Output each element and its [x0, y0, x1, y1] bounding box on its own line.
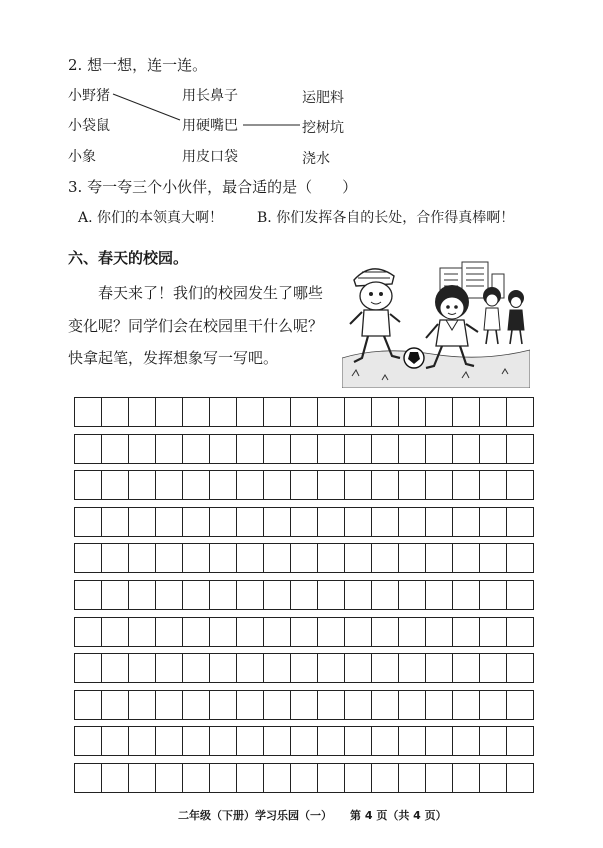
grid-cell[interactable] — [453, 581, 480, 609]
grid-cell[interactable] — [183, 618, 210, 646]
grid-cell[interactable] — [129, 508, 156, 536]
grid-cell[interactable] — [75, 435, 102, 463]
footer-page-number: 第 4 页（共 4 页） — [350, 809, 447, 822]
grid-cell[interactable] — [237, 727, 264, 755]
grid-cell[interactable] — [183, 544, 210, 572]
grid-cell[interactable] — [102, 727, 129, 755]
grid-cell[interactable] — [318, 581, 345, 609]
grid-cell[interactable] — [210, 471, 237, 499]
grid-cell[interactable] — [210, 508, 237, 536]
grid-cell[interactable] — [453, 544, 480, 572]
grid-cell[interactable] — [210, 691, 237, 719]
grid-cell[interactable] — [372, 435, 399, 463]
grid-cell[interactable] — [399, 691, 426, 719]
grid-cell[interactable] — [210, 544, 237, 572]
grid-row — [74, 543, 534, 573]
grid-cell[interactable] — [156, 581, 183, 609]
grid-cell[interactable] — [183, 471, 210, 499]
grid-cell[interactable] — [426, 654, 453, 682]
grid-cell[interactable] — [75, 727, 102, 755]
option-b[interactable]: B. 你们发挥各自的长处，合作得真棒啊！ — [257, 210, 515, 226]
grid-cell[interactable] — [372, 727, 399, 755]
grid-cell[interactable] — [75, 581, 102, 609]
grid-cell[interactable] — [507, 398, 533, 426]
match-right-item[interactable]: 浇水 — [302, 151, 330, 167]
match-right-item[interactable]: 运肥料 — [302, 90, 344, 106]
grid-cell[interactable] — [237, 654, 264, 682]
grid-cell[interactable] — [183, 435, 210, 463]
match-line — [113, 94, 180, 120]
grid-cell[interactable] — [318, 508, 345, 536]
grid-cell[interactable] — [426, 398, 453, 426]
grid-cell[interactable] — [507, 581, 533, 609]
grid-cell[interactable] — [399, 581, 426, 609]
grid-cell[interactable] — [426, 618, 453, 646]
grid-cell[interactable] — [372, 691, 399, 719]
grid-cell[interactable] — [291, 398, 318, 426]
grid-cell[interactable] — [507, 435, 533, 463]
grid-cell[interactable] — [453, 654, 480, 682]
grid-cell[interactable] — [264, 508, 291, 536]
option-a[interactable]: A. 你们的本领真大啊！ — [78, 210, 224, 226]
grid-cell[interactable] — [75, 471, 102, 499]
grid-cell[interactable] — [345, 544, 372, 572]
grid-cell[interactable] — [399, 435, 426, 463]
children-playing-illustration — [342, 258, 530, 388]
grid-cell[interactable] — [480, 508, 507, 536]
grid-cell[interactable] — [237, 581, 264, 609]
grid-cell[interactable] — [345, 727, 372, 755]
grid-cell[interactable] — [129, 435, 156, 463]
match-left-item[interactable]: 小象 — [68, 149, 96, 165]
grid-cell[interactable] — [264, 398, 291, 426]
grid-cell[interactable] — [318, 618, 345, 646]
grid-cell[interactable] — [345, 471, 372, 499]
grid-cell[interactable] — [399, 471, 426, 499]
grid-cell[interactable] — [399, 618, 426, 646]
grid-cell[interactable] — [129, 581, 156, 609]
grid-cell[interactable] — [453, 435, 480, 463]
question-3-title: 3. 夸一夸三个小伙伴，最合适的是（ ） — [68, 178, 358, 196]
grid-cell[interactable] — [345, 764, 372, 792]
grid-cell[interactable] — [507, 618, 533, 646]
grid-cell[interactable] — [102, 435, 129, 463]
grid-cell[interactable] — [264, 654, 291, 682]
grid-cell[interactable] — [345, 398, 372, 426]
grid-cell[interactable] — [291, 471, 318, 499]
grid-cell[interactable] — [210, 435, 237, 463]
grid-row — [74, 617, 534, 647]
grid-cell[interactable] — [291, 618, 318, 646]
section-6-title: 六、春天的校园。 — [68, 249, 189, 267]
grid-cell[interactable] — [399, 654, 426, 682]
grid-cell[interactable] — [156, 508, 183, 536]
grid-cell[interactable] — [318, 544, 345, 572]
grid-cell[interactable] — [291, 435, 318, 463]
grid-cell[interactable] — [453, 618, 480, 646]
grid-cell[interactable] — [480, 654, 507, 682]
grid-cell[interactable] — [345, 508, 372, 536]
grid-cell[interactable] — [237, 471, 264, 499]
grid-cell[interactable] — [453, 508, 480, 536]
writing-grid[interactable] — [74, 397, 534, 800]
grid-cell[interactable] — [156, 764, 183, 792]
grid-cell[interactable] — [426, 435, 453, 463]
grid-cell[interactable] — [372, 654, 399, 682]
grid-row — [74, 434, 534, 464]
grid-cell[interactable] — [210, 618, 237, 646]
grid-cell[interactable] — [291, 508, 318, 536]
grid-cell[interactable] — [210, 654, 237, 682]
grid-cell[interactable] — [345, 435, 372, 463]
grid-cell[interactable] — [102, 654, 129, 682]
match-middle-item[interactable]: 用硬嘴巴 — [182, 118, 238, 134]
grid-cell[interactable] — [426, 544, 453, 572]
match-right-item[interactable]: 挖树坑 — [302, 120, 344, 136]
grid-cell[interactable] — [264, 435, 291, 463]
grid-cell[interactable] — [318, 764, 345, 792]
grid-cell[interactable] — [507, 471, 533, 499]
grid-cell[interactable] — [507, 691, 533, 719]
grid-cell[interactable] — [426, 727, 453, 755]
grid-cell[interactable] — [75, 654, 102, 682]
grid-cell[interactable] — [75, 544, 102, 572]
grid-cell[interactable] — [372, 581, 399, 609]
grid-cell[interactable] — [345, 654, 372, 682]
grid-cell[interactable] — [426, 581, 453, 609]
grid-cell[interactable] — [156, 727, 183, 755]
grid-cell[interactable] — [264, 618, 291, 646]
grid-cell[interactable] — [291, 581, 318, 609]
grid-cell[interactable] — [372, 764, 399, 792]
grid-cell[interactable] — [453, 471, 480, 499]
grid-cell[interactable] — [102, 508, 129, 536]
grid-cell[interactable] — [129, 764, 156, 792]
grid-cell[interactable] — [345, 581, 372, 609]
grid-cell[interactable] — [75, 764, 102, 792]
grid-cell[interactable] — [426, 508, 453, 536]
grid-cell[interactable] — [210, 727, 237, 755]
grid-cell[interactable] — [102, 618, 129, 646]
grid-cell[interactable] — [264, 727, 291, 755]
grid-cell[interactable] — [237, 618, 264, 646]
grid-cell[interactable] — [372, 618, 399, 646]
grid-cell[interactable] — [426, 764, 453, 792]
grid-cell[interactable] — [399, 727, 426, 755]
grid-cell[interactable] — [372, 544, 399, 572]
grid-cell[interactable] — [129, 654, 156, 682]
grid-cell[interactable] — [453, 691, 480, 719]
footer-book-title: 二年级（下册）学习乐园（一） — [178, 809, 332, 822]
grid-cell[interactable] — [75, 691, 102, 719]
grid-cell[interactable] — [345, 618, 372, 646]
grid-cell[interactable] — [318, 727, 345, 755]
grid-cell[interactable] — [291, 654, 318, 682]
grid-cell[interactable] — [318, 691, 345, 719]
grid-cell[interactable] — [102, 581, 129, 609]
grid-cell[interactable] — [102, 544, 129, 572]
grid-cell[interactable] — [237, 764, 264, 792]
grid-cell[interactable] — [183, 764, 210, 792]
grid-cell[interactable] — [129, 471, 156, 499]
grid-cell[interactable] — [183, 398, 210, 426]
grid-cell[interactable] — [318, 654, 345, 682]
match-left-item[interactable]: 小野猪 — [68, 88, 110, 104]
grid-cell[interactable] — [237, 508, 264, 536]
grid-cell[interactable] — [480, 581, 507, 609]
grid-cell[interactable] — [156, 398, 183, 426]
grid-cell[interactable] — [291, 544, 318, 572]
grid-cell[interactable] — [129, 398, 156, 426]
grid-cell[interactable] — [453, 727, 480, 755]
intro-line: 春天来了！我们的校园发生了哪些 — [98, 284, 324, 302]
grid-cell[interactable] — [480, 471, 507, 499]
grid-cell[interactable] — [156, 471, 183, 499]
grid-cell[interactable] — [372, 471, 399, 499]
grid-cell[interactable] — [318, 471, 345, 499]
grid-row — [74, 690, 534, 720]
grid-cell[interactable] — [480, 435, 507, 463]
grid-cell[interactable] — [183, 654, 210, 682]
grid-cell[interactable] — [75, 398, 102, 426]
grid-cell[interactable] — [399, 544, 426, 572]
grid-cell[interactable] — [372, 508, 399, 536]
grid-cell[interactable] — [318, 435, 345, 463]
grid-cell[interactable] — [237, 435, 264, 463]
grid-cell[interactable] — [399, 764, 426, 792]
grid-cell[interactable] — [480, 544, 507, 572]
match-middle-item[interactable]: 用皮口袋 — [182, 149, 238, 165]
grid-cell[interactable] — [75, 618, 102, 646]
grid-cell[interactable] — [183, 691, 210, 719]
grid-cell[interactable] — [237, 398, 264, 426]
question-2-title: 2. 想一想，连一连。 — [68, 56, 208, 74]
grid-cell[interactable] — [507, 764, 533, 792]
grid-cell[interactable] — [399, 508, 426, 536]
intro-line: 变化呢？同学们会在校园里干什么呢？ — [68, 317, 324, 335]
grid-cell[interactable] — [156, 691, 183, 719]
grid-cell[interactable] — [183, 581, 210, 609]
grid-cell[interactable] — [507, 544, 533, 572]
grid-cell[interactable] — [264, 764, 291, 792]
grid-cell[interactable] — [102, 471, 129, 499]
grid-cell[interactable] — [183, 508, 210, 536]
grid-cell[interactable] — [507, 727, 533, 755]
grid-row — [74, 397, 534, 427]
match-middle-item[interactable]: 用长鼻子 — [182, 88, 238, 104]
grid-cell[interactable] — [102, 764, 129, 792]
match-left-item[interactable]: 小袋鼠 — [68, 118, 110, 134]
grid-cell[interactable] — [264, 581, 291, 609]
grid-cell[interactable] — [156, 654, 183, 682]
grid-cell[interactable] — [426, 471, 453, 499]
grid-row — [74, 763, 534, 793]
grid-cell[interactable] — [291, 764, 318, 792]
grid-row — [74, 726, 534, 756]
grid-cell[interactable] — [156, 435, 183, 463]
grid-cell[interactable] — [372, 398, 399, 426]
grid-cell[interactable] — [210, 764, 237, 792]
grid-cell[interactable] — [129, 691, 156, 719]
grid-cell[interactable] — [426, 691, 453, 719]
grid-cell[interactable] — [318, 398, 345, 426]
grid-cell[interactable] — [210, 581, 237, 609]
grid-cell[interactable] — [129, 618, 156, 646]
grid-cell[interactable] — [480, 691, 507, 719]
grid-cell[interactable] — [183, 727, 210, 755]
grid-cell[interactable] — [264, 691, 291, 719]
grid-cell[interactable] — [453, 398, 480, 426]
grid-cell[interactable] — [345, 691, 372, 719]
grid-cell[interactable] — [399, 398, 426, 426]
grid-cell[interactable] — [480, 764, 507, 792]
grid-cell[interactable] — [129, 544, 156, 572]
grid-row — [74, 507, 534, 537]
grid-cell[interactable] — [156, 618, 183, 646]
grid-cell[interactable] — [264, 471, 291, 499]
grid-cell[interactable] — [480, 618, 507, 646]
grid-cell[interactable] — [210, 398, 237, 426]
grid-cell[interactable] — [291, 727, 318, 755]
grid-cell[interactable] — [237, 544, 264, 572]
grid-cell[interactable] — [480, 398, 507, 426]
grid-cell[interactable] — [507, 654, 533, 682]
grid-cell[interactable] — [237, 691, 264, 719]
grid-cell[interactable] — [264, 544, 291, 572]
grid-cell[interactable] — [156, 544, 183, 572]
intro-line: 快拿起笔，发挥想象写一写吧。 — [68, 349, 279, 367]
grid-row — [74, 470, 534, 500]
grid-cell[interactable] — [75, 508, 102, 536]
grid-cell[interactable] — [453, 764, 480, 792]
grid-cell[interactable] — [102, 398, 129, 426]
grid-row — [74, 653, 534, 683]
grid-cell[interactable] — [480, 727, 507, 755]
grid-row — [74, 580, 534, 610]
grid-cell[interactable] — [102, 691, 129, 719]
grid-cell[interactable] — [291, 691, 318, 719]
grid-cell[interactable] — [507, 508, 533, 536]
grid-cell[interactable] — [129, 727, 156, 755]
